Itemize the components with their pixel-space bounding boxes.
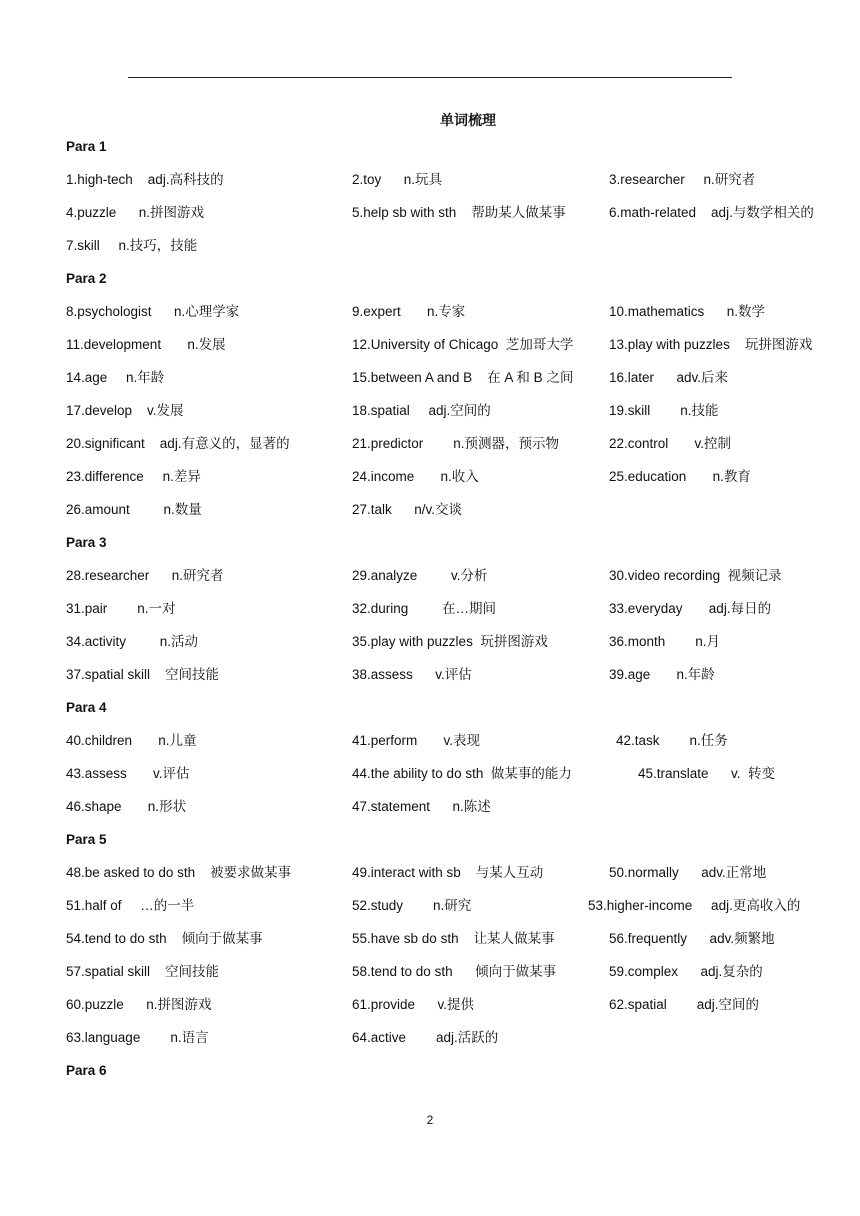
vocab-row bbox=[66, 237, 846, 270]
vocab-row bbox=[66, 468, 846, 501]
vocab-entry: 47.statement n.陈述 bbox=[352, 799, 491, 814]
vocab-entry: 10.mathematics n.数学 bbox=[609, 304, 766, 319]
vocab-entry: 28.researcher n.研究者 bbox=[66, 568, 224, 583]
vocab-entry: 55.have sb do sth 让某人做某事 bbox=[352, 931, 555, 946]
vocab-entry: 62.spatial adj.空间的 bbox=[609, 997, 760, 1012]
page-title: 单词梳理 bbox=[440, 112, 496, 128]
vocab-entry: 51.half of …的一半 bbox=[66, 898, 195, 913]
vocab-entry: 1.high-tech adj.高科技的 bbox=[66, 172, 224, 187]
vocab-entry: 27.talk n/v.交谈 bbox=[352, 502, 463, 517]
vocab-entry: 25.education n.教育 bbox=[609, 469, 751, 484]
vocab-row bbox=[66, 633, 846, 666]
vocab-row bbox=[66, 435, 846, 468]
vocab-row bbox=[66, 600, 846, 633]
vocab-entry: 50.normally adv.正常地 bbox=[609, 865, 767, 880]
section-heading: Para 4 bbox=[66, 700, 107, 715]
vocab-row bbox=[66, 204, 846, 237]
vocab-entry: 38.assess v.评估 bbox=[352, 667, 472, 682]
vocab-entry: 3.researcher n.研究者 bbox=[609, 172, 756, 187]
vocab-row bbox=[66, 732, 846, 765]
vocab-entry: 23.difference n.差异 bbox=[66, 469, 201, 484]
vocab-entry: 40.children n.儿童 bbox=[66, 733, 197, 748]
vocab-entry: 15.between A and B 在 A 和 B 之间 bbox=[352, 370, 574, 385]
vocab-entry: 53.higher-income adj.更高收入的 bbox=[588, 898, 801, 913]
vocab-entry: 17.develop v.发展 bbox=[66, 403, 184, 418]
vocab-row bbox=[66, 963, 846, 996]
vocab-entry: 16.later adv.后来 bbox=[609, 370, 729, 385]
vocab-row bbox=[66, 930, 846, 963]
vocab-entry: 41.perform v.表现 bbox=[352, 733, 481, 748]
vocab-row bbox=[66, 864, 846, 897]
vocab-row bbox=[66, 171, 846, 204]
vocab-entry: 32.during 在…期间 bbox=[352, 601, 497, 616]
vocab-entry: 7.skill n.技巧，技能 bbox=[66, 238, 198, 253]
vocab-entry: 56.frequently adv.频繁地 bbox=[609, 931, 775, 946]
vocab-entry: 5.help sb with sth 帮助某人做某事 bbox=[352, 205, 566, 220]
vocab-entry: 64.active adj.活跃的 bbox=[352, 1030, 499, 1045]
vocab-entry: 9.expert n.专家 bbox=[352, 304, 466, 319]
vocab-entry: 39.age n.年龄 bbox=[609, 667, 715, 682]
vocab-row bbox=[66, 303, 846, 336]
vocab-entry: 57.spatial skill 空间技能 bbox=[66, 964, 220, 979]
vocab-entry: 58.tend to do sth 倾向于做某事 bbox=[352, 964, 557, 979]
header-rule bbox=[128, 77, 732, 78]
vocab-entry: 24.income n.收入 bbox=[352, 469, 479, 484]
vocab-row bbox=[66, 1029, 846, 1062]
vocab-row bbox=[66, 402, 846, 435]
vocab-row bbox=[66, 897, 846, 930]
section-heading: Para 5 bbox=[66, 832, 107, 847]
vocab-entry: 22.control v.控制 bbox=[609, 436, 732, 451]
vocab-entry: 54.tend to do sth 倾向于做某事 bbox=[66, 931, 263, 946]
vocab-entry: 31.pair n.一对 bbox=[66, 601, 176, 616]
section-heading: Para 6 bbox=[66, 1063, 107, 1078]
section-heading: Para 2 bbox=[66, 271, 107, 286]
vocab-entry: 13.play with puzzles 玩拼图游戏 bbox=[609, 337, 813, 352]
vocab-entry: 20.significant adj.有意义的，显著的 bbox=[66, 436, 290, 451]
vocab-entry: 60.puzzle n.拼图游戏 bbox=[66, 997, 212, 1012]
vocab-entry: 59.complex adj.复杂的 bbox=[609, 964, 763, 979]
vocab-row bbox=[66, 369, 846, 402]
vocab-entry: 63.language n.语言 bbox=[66, 1030, 209, 1045]
vocab-row bbox=[66, 336, 846, 369]
section-heading: Para 3 bbox=[66, 535, 107, 550]
vocab-entry: 44.the ability to do sth 做某事的能力 bbox=[352, 766, 572, 781]
vocab-row bbox=[66, 567, 846, 600]
vocab-entry: 42.task n.任务 bbox=[616, 733, 728, 748]
vocab-entry: 29.analyze v.分析 bbox=[352, 568, 488, 583]
vocab-entry: 43.assess v.评估 bbox=[66, 766, 190, 781]
vocab-entry: 46.shape n.形状 bbox=[66, 799, 187, 814]
vocab-entry: 21.predictor n.预测器，预示物 bbox=[352, 436, 560, 451]
vocab-entry: 26.amount n.数量 bbox=[66, 502, 202, 517]
vocab-entry: 34.activity n.活动 bbox=[66, 634, 199, 649]
vocab-entry: 8.psychologist n.心理学家 bbox=[66, 304, 240, 319]
vocab-entry: 33.everyday adj.每日的 bbox=[609, 601, 772, 616]
vocab-row bbox=[66, 501, 846, 534]
vocab-entry: 37.spatial skill 空间技能 bbox=[66, 667, 220, 682]
section-heading: Para 1 bbox=[66, 139, 107, 154]
vocab-entry: 11.development n.发展 bbox=[66, 337, 226, 352]
vocab-row bbox=[66, 765, 846, 798]
vocab-row bbox=[66, 798, 846, 831]
vocab-entry: 6.math-related adj.与数学相关的 bbox=[609, 205, 814, 220]
vocab-entry: 4.puzzle n.拼图游戏 bbox=[66, 205, 205, 220]
vocab-entry: 61.provide v.提供 bbox=[352, 997, 475, 1012]
vocab-entry: 52.study n.研究 bbox=[352, 898, 472, 913]
vocab-entry: 45.translate v. 转变 bbox=[638, 766, 776, 781]
vocabulary-list bbox=[66, 138, 846, 1095]
vocab-row bbox=[66, 996, 846, 1029]
page-number: 2 bbox=[426, 1113, 434, 1127]
vocab-entry: 36.month n.月 bbox=[609, 634, 721, 649]
vocab-entry: 14.age n.年龄 bbox=[66, 370, 165, 385]
vocab-entry: 48.be asked to do sth 被要求做某事 bbox=[66, 865, 292, 880]
vocab-entry: 19.skill n.技能 bbox=[609, 403, 719, 418]
vocab-entry: 12.University of Chicago 芝加哥大学 bbox=[352, 337, 574, 352]
vocab-entry: 30.video recording 视频记录 bbox=[609, 568, 782, 583]
vocab-row bbox=[66, 666, 846, 699]
vocab-entry: 35.play with puzzles 玩拼图游戏 bbox=[352, 634, 548, 649]
vocab-entry: 18.spatial adj.空间的 bbox=[352, 403, 491, 418]
vocab-entry: 49.interact with sb 与某人互动 bbox=[352, 865, 544, 880]
vocab-entry: 2.toy n.玩具 bbox=[352, 172, 443, 187]
